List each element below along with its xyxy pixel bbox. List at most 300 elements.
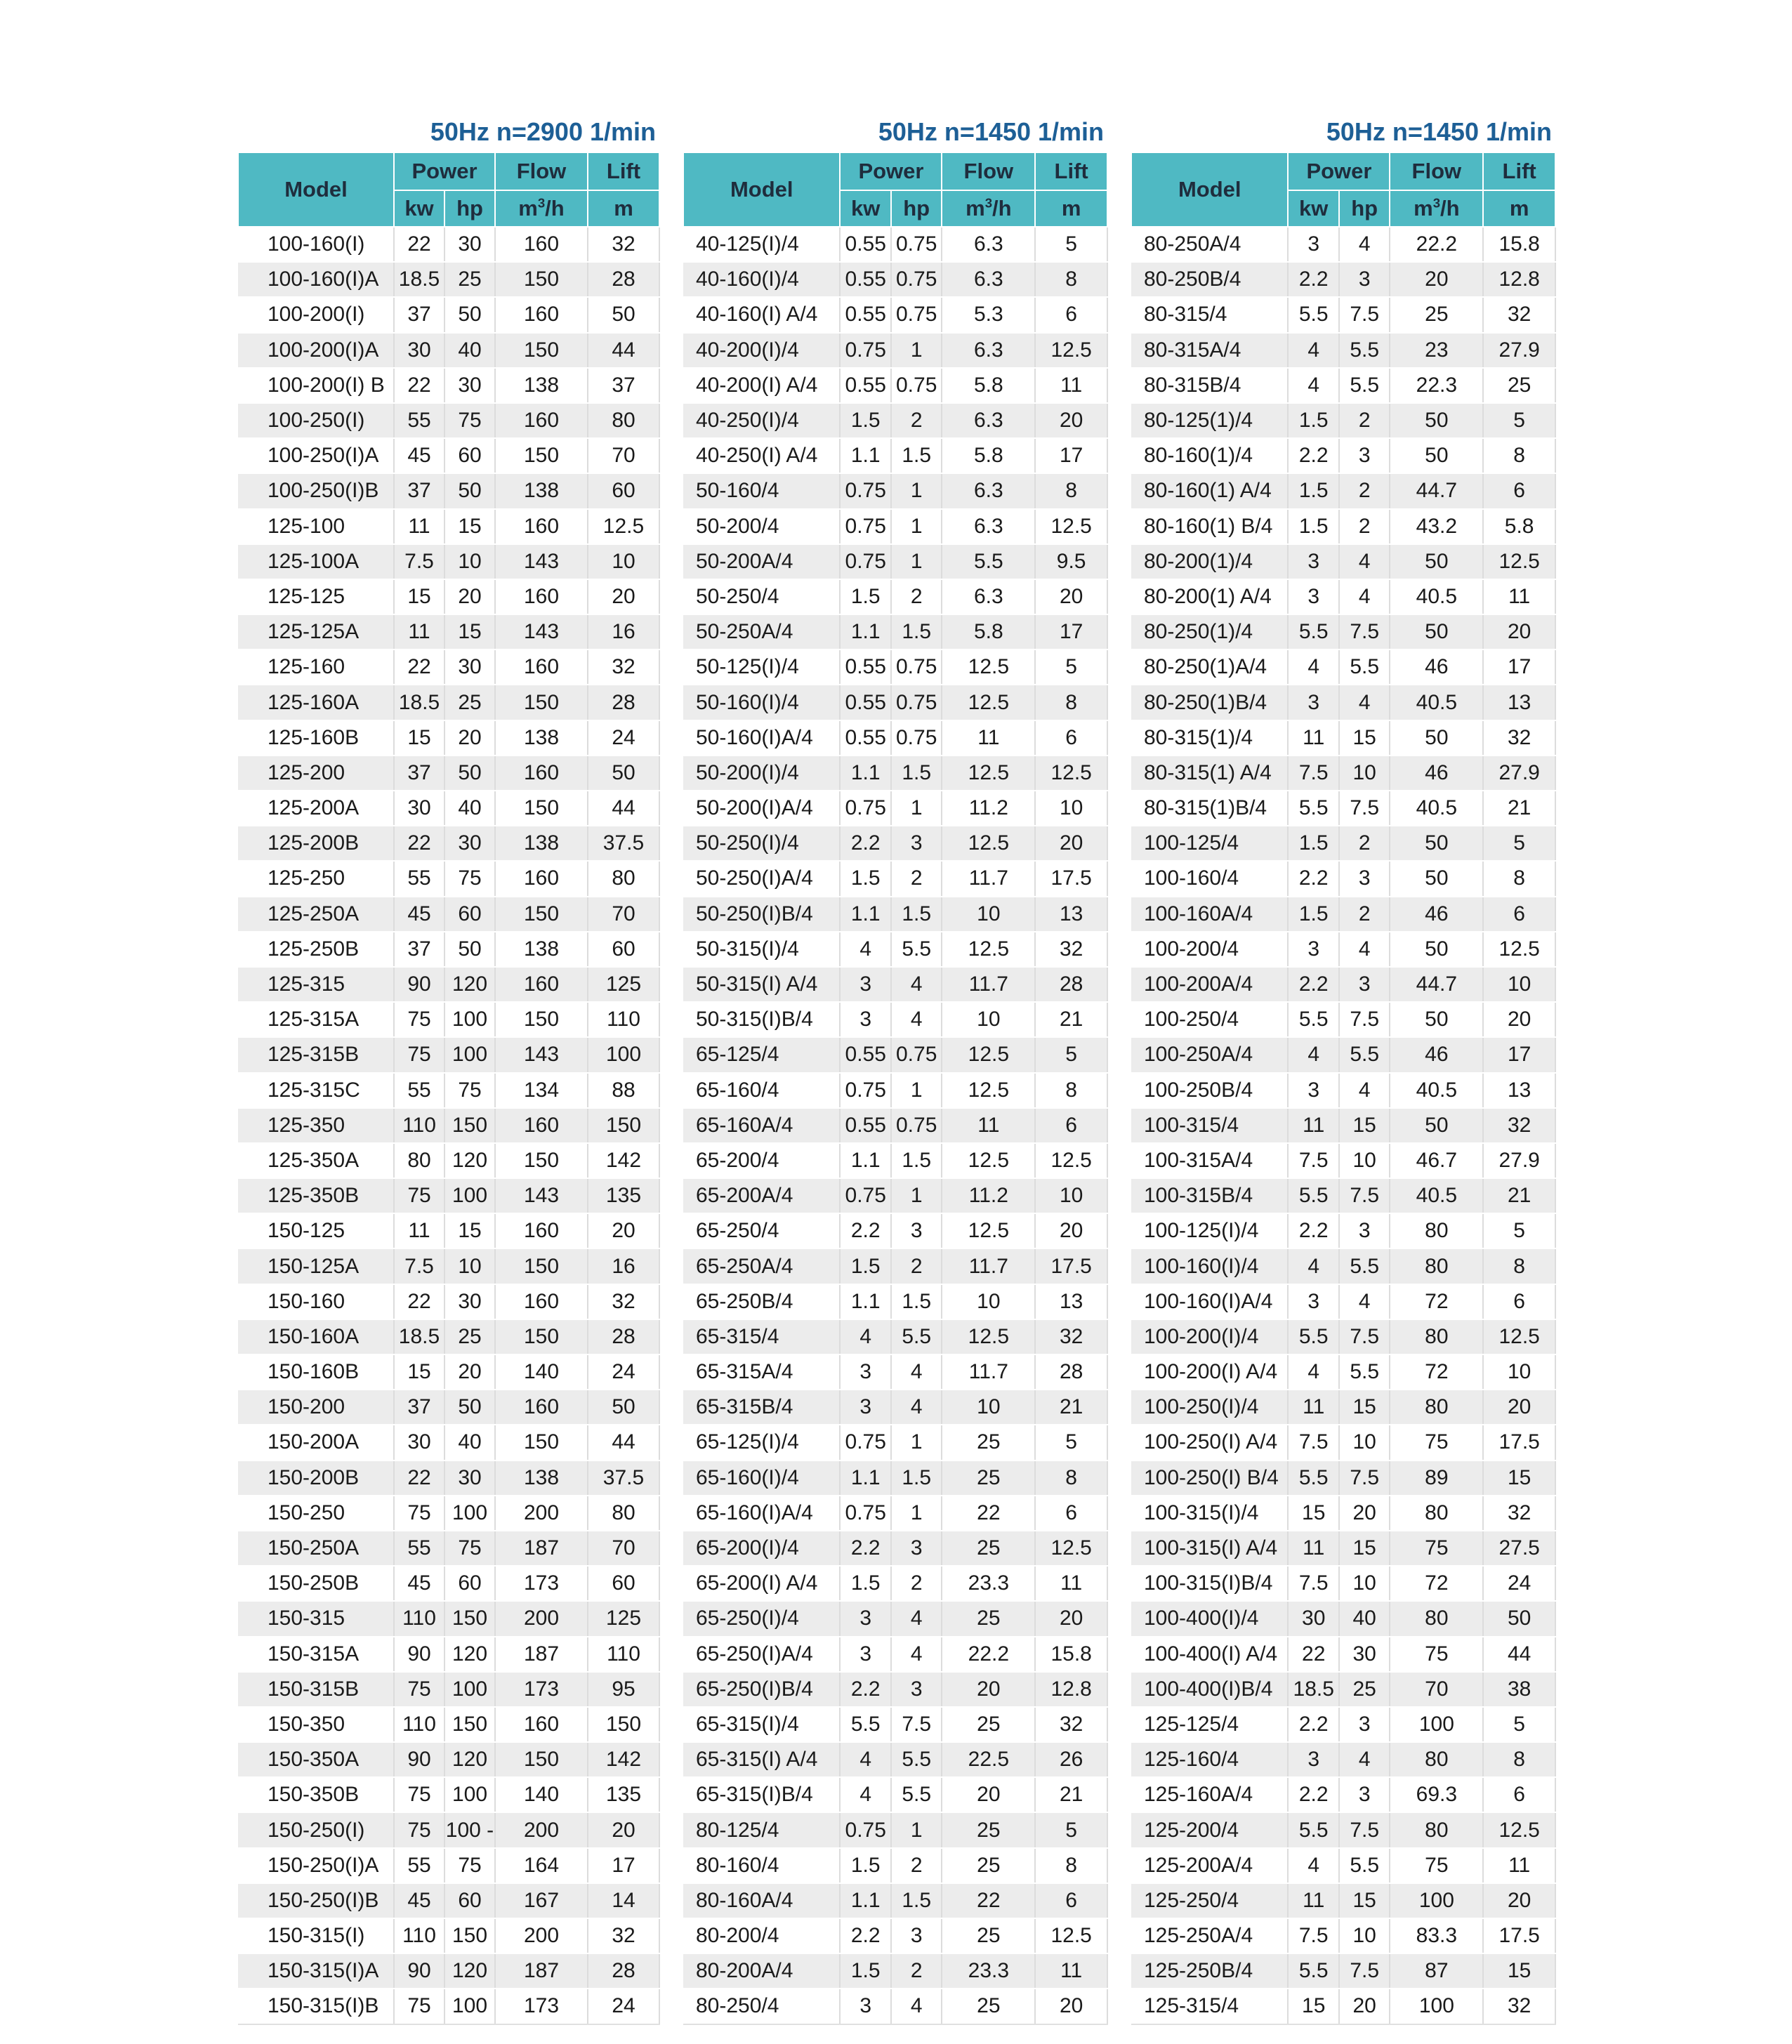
table-row (683, 650, 1107, 685)
table-row (1131, 1883, 1555, 1918)
table-row (238, 1496, 659, 1531)
flow-cell: 160 (495, 861, 588, 896)
kw-cell: 110 (394, 1108, 444, 1143)
model-cell: 150-250 (238, 1496, 394, 1531)
flow-cell: 5.8 (942, 614, 1035, 650)
hp-cell: 15 (444, 509, 495, 544)
hp-cell: 2 (1339, 897, 1390, 932)
lift-cell: 13 (1483, 685, 1555, 720)
kw-cell: 4 (1288, 1037, 1338, 1072)
lift-cell: 8 (1483, 861, 1555, 896)
model-cell: 100-315/4 (1131, 1108, 1288, 1143)
kw-cell: 18.5 (394, 685, 444, 720)
hp-cell: 2 (1339, 509, 1390, 544)
flow-cell: 25 (942, 1601, 1035, 1636)
kw-cell: 3 (840, 1390, 890, 1425)
flow-cell: 25 (1390, 297, 1483, 332)
flow-cell: 20 (942, 1777, 1035, 1812)
table-row (1131, 614, 1555, 650)
hp-cell: 4 (1339, 685, 1390, 720)
model-cell: 80-250(1)A/4 (1131, 650, 1288, 685)
model-cell: 80-160(1) A/4 (1131, 473, 1288, 508)
lift-cell: 11 (1483, 579, 1555, 614)
spec-table (237, 152, 660, 2025)
header-lift: Lift (1483, 152, 1555, 190)
flow-cell: 12.5 (942, 650, 1035, 685)
table-header (1131, 152, 1555, 227)
table-row (238, 1461, 659, 1496)
kw-cell: 75 (394, 1037, 444, 1072)
kw-cell: 3 (840, 1601, 890, 1636)
table-row (238, 473, 659, 508)
model-cell: 65-315/4 (683, 1319, 840, 1354)
flow-cell: 11.7 (942, 1354, 1035, 1390)
flow-cell: 50 (1390, 438, 1483, 473)
lift-cell: 20 (1035, 1601, 1107, 1636)
table-row (1131, 791, 1555, 826)
hp-cell: 0.75 (891, 650, 942, 685)
model-cell: 80-315A/4 (1131, 333, 1288, 368)
lift-cell: 38 (1483, 1672, 1555, 1707)
table-row (1131, 1566, 1555, 1601)
lift-cell: 142 (588, 1742, 659, 1777)
flow-cell: 6.3 (942, 473, 1035, 508)
flow-unit-base: m (1414, 196, 1433, 220)
table-row (683, 1073, 1107, 1108)
model-cell: 150-160 (238, 1284, 394, 1319)
kw-cell: 90 (394, 967, 444, 1002)
table-row (238, 1777, 659, 1812)
flow-cell: 143 (495, 1178, 588, 1213)
kw-cell: 37 (394, 756, 444, 791)
flow-cell: 160 (495, 579, 588, 614)
table-row (238, 1390, 659, 1425)
lift-cell: 135 (588, 1777, 659, 1812)
panel-title: 50Hz n=1450 1/min (1326, 117, 1552, 146)
hp-cell: 1 (891, 1178, 942, 1213)
lift-cell: 11 (1483, 1848, 1555, 1883)
hp-cell: 4 (891, 1989, 942, 2024)
table-row (238, 614, 659, 650)
flow-unit-base: m (518, 196, 538, 220)
table-row (1131, 438, 1555, 473)
flow-cell: 10 (942, 897, 1035, 932)
hp-cell: 50 (444, 1390, 495, 1425)
kw-cell: 22 (394, 826, 444, 861)
table-row (238, 262, 659, 297)
table-row (1131, 650, 1555, 685)
flow-cell: 160 (495, 756, 588, 791)
flow-cell: 40.5 (1390, 1073, 1483, 1108)
lift-cell: 28 (588, 685, 659, 720)
lift-cell: 8 (1035, 262, 1107, 297)
kw-cell: 55 (394, 1531, 444, 1566)
flow-cell: 160 (495, 1707, 588, 1742)
hp-cell: 100 (444, 1777, 495, 1812)
table-row (1131, 826, 1555, 861)
kw-cell: 37 (394, 1390, 444, 1425)
flow-cell: 11.7 (942, 1248, 1035, 1284)
spec-panel (683, 112, 1108, 2025)
table-header (683, 152, 1107, 227)
hp-cell: 2 (891, 1953, 942, 1989)
kw-cell: 7.5 (394, 544, 444, 579)
header-model: Model (1131, 152, 1288, 227)
spec-table (683, 152, 1108, 2025)
flow-cell: 138 (495, 826, 588, 861)
flow-cell: 80 (1390, 1496, 1483, 1531)
flow-cell: 22.2 (1390, 227, 1483, 262)
lift-cell: 5 (1483, 826, 1555, 861)
hp-cell: 100 (444, 1672, 495, 1707)
model-cell: 100-315(I)B/4 (1131, 1566, 1288, 1601)
kw-cell: 90 (394, 1637, 444, 1672)
header-lift-unit: m (1483, 190, 1555, 227)
model-cell: 150-125 (238, 1213, 394, 1248)
table-row (683, 579, 1107, 614)
flow-cell: 160 (495, 1390, 588, 1425)
flow-cell: 187 (495, 1953, 588, 1989)
table-row (238, 1742, 659, 1777)
lift-cell: 50 (588, 756, 659, 791)
model-cell: 50-250A/4 (683, 614, 840, 650)
model-cell: 150-350B (238, 1777, 394, 1812)
hp-cell: 75 (444, 1848, 495, 1883)
kw-cell: 30 (394, 333, 444, 368)
kw-cell: 7.5 (1288, 1566, 1338, 1601)
hp-cell: 1.5 (891, 756, 942, 791)
model-cell: 150-160B (238, 1354, 394, 1390)
kw-cell: 0.55 (840, 685, 890, 720)
lift-cell: 12.8 (1483, 262, 1555, 297)
model-cell: 150-200B (238, 1461, 394, 1496)
hp-cell: 120 (444, 1742, 495, 1777)
model-cell: 65-315(I)/4 (683, 1707, 840, 1742)
table-row (1131, 1002, 1555, 1037)
table-row (1131, 262, 1555, 297)
model-cell: 50-160/4 (683, 473, 840, 508)
table-row (1131, 1707, 1555, 1742)
lift-cell: 32 (1483, 1108, 1555, 1143)
model-cell: 100-250(I)/4 (1131, 1390, 1288, 1425)
flow-cell: 25 (942, 1425, 1035, 1460)
hp-cell: 5.5 (1339, 1037, 1390, 1072)
hp-cell: 100 - (444, 1812, 495, 1847)
table-row (238, 1284, 659, 1319)
model-cell: 125-100A (238, 544, 394, 579)
lift-cell: 125 (588, 1601, 659, 1636)
flow-cell: 50 (1390, 826, 1483, 861)
flow-cell: 160 (495, 967, 588, 1002)
flow-cell: 160 (495, 1284, 588, 1319)
kw-cell: 1.1 (840, 1883, 890, 1918)
flow-cell: 140 (495, 1777, 588, 1812)
flow-cell: 150 (495, 1002, 588, 1037)
hp-cell: 75 (444, 403, 495, 438)
hp-cell: 2 (891, 1248, 942, 1284)
flow-cell: 143 (495, 614, 588, 650)
model-cell: 100-400(I)/4 (1131, 1601, 1288, 1636)
flow-cell: 12.5 (942, 1037, 1035, 1072)
hp-cell: 1.5 (891, 614, 942, 650)
model-cell: 150-200A (238, 1425, 394, 1460)
flow-cell: 40.5 (1390, 685, 1483, 720)
flow-cell: 50 (1390, 544, 1483, 579)
hp-cell: 5.5 (891, 1319, 942, 1354)
lift-cell: 5 (1483, 1213, 1555, 1248)
hp-cell: 100 (444, 1496, 495, 1531)
model-cell: 80-160/4 (683, 1848, 840, 1883)
flow-cell: 46 (1390, 650, 1483, 685)
flow-cell: 12.5 (942, 685, 1035, 720)
hp-cell: 75 (444, 1531, 495, 1566)
table-row (1131, 861, 1555, 896)
hp-cell: 3 (1339, 967, 1390, 1002)
model-cell: 100-160(I)/4 (1131, 1248, 1288, 1284)
table-row (238, 544, 659, 579)
lift-cell: 11 (1035, 368, 1107, 403)
kw-cell: 4 (1288, 368, 1338, 403)
spec-table (1131, 152, 1556, 2025)
model-cell: 80-160(1) B/4 (1131, 509, 1288, 544)
model-cell: 125-200B (238, 826, 394, 861)
hp-cell: 3 (1339, 861, 1390, 896)
kw-cell: 2.2 (1288, 1213, 1338, 1248)
hp-cell: 150 (444, 1918, 495, 1953)
hp-cell: 100 (444, 1178, 495, 1213)
model-cell: 100-250/4 (1131, 1002, 1288, 1037)
table-row (1131, 720, 1555, 756)
hp-cell: 30 (1339, 1637, 1390, 1672)
hp-cell: 0.75 (891, 1108, 942, 1143)
kw-cell: 0.55 (840, 262, 890, 297)
lift-cell: 21 (1483, 1178, 1555, 1213)
hp-cell: 5.5 (1339, 1354, 1390, 1390)
model-cell: 125-200 (238, 756, 394, 791)
hp-cell: 1.5 (891, 438, 942, 473)
lift-cell: 6 (1035, 297, 1107, 332)
model-cell: 125-100 (238, 509, 394, 544)
kw-cell: 1.1 (840, 438, 890, 473)
flow-cell: 40.5 (1390, 1178, 1483, 1213)
model-cell: 125-350A (238, 1143, 394, 1178)
kw-cell: 5.5 (1288, 614, 1338, 650)
table-row (238, 861, 659, 896)
model-cell: 100-400(I)B/4 (1131, 1672, 1288, 1707)
kw-cell: 1.5 (1288, 403, 1338, 438)
kw-cell: 1.1 (840, 1461, 890, 1496)
lift-cell: 20 (1035, 403, 1107, 438)
flow-cell: 23.3 (942, 1953, 1035, 1989)
hp-cell: 0.75 (891, 227, 942, 262)
flow-cell: 43.2 (1390, 509, 1483, 544)
lift-cell: 8 (1035, 1073, 1107, 1108)
table-row (1131, 1812, 1555, 1847)
table-row (1131, 333, 1555, 368)
flow-cell: 160 (495, 403, 588, 438)
flow-cell: 46 (1390, 756, 1483, 791)
kw-cell: 1.1 (840, 1143, 890, 1178)
model-cell: 100-200A/4 (1131, 967, 1288, 1002)
table-row (1131, 1037, 1555, 1072)
flow-cell: 25 (942, 1848, 1035, 1883)
header-hp: hp (444, 190, 495, 227)
model-cell: 125-315 (238, 967, 394, 1002)
model-cell: 65-160/4 (683, 1073, 840, 1108)
kw-cell: 7.5 (1288, 1918, 1338, 1953)
model-cell: 65-160(I)A/4 (683, 1496, 840, 1531)
flow-cell: 75 (1390, 1637, 1483, 1672)
hp-cell: 1.5 (891, 1143, 942, 1178)
table-row (1131, 1390, 1555, 1425)
table-row (238, 1637, 659, 1672)
table-row (1131, 897, 1555, 932)
kw-cell: 1.5 (1288, 473, 1338, 508)
table-row (238, 227, 659, 262)
model-cell: 80-250/4 (683, 1989, 840, 2024)
kw-cell: 2.2 (1288, 1777, 1338, 1812)
table-row (238, 1319, 659, 1354)
flow-cell: 150 (495, 438, 588, 473)
kw-cell: 1.1 (840, 897, 890, 932)
model-cell: 65-200(I) A/4 (683, 1566, 840, 1601)
lift-cell: 60 (588, 473, 659, 508)
flow-cell: 164 (495, 1848, 588, 1883)
table-row (683, 1777, 1107, 1812)
hp-cell: 4 (1339, 1073, 1390, 1108)
lift-cell: 15.8 (1483, 227, 1555, 262)
kw-cell: 4 (1288, 1248, 1338, 1284)
kw-cell: 0.75 (840, 509, 890, 544)
hp-cell: 7.5 (1339, 1319, 1390, 1354)
table-row (1131, 1672, 1555, 1707)
lift-cell: 100 (588, 1037, 659, 1072)
table-row (683, 1566, 1107, 1601)
kw-cell: 4 (1288, 333, 1338, 368)
flow-cell: 25 (942, 1531, 1035, 1566)
table-row (1131, 1178, 1555, 1213)
hp-cell: 4 (891, 1354, 942, 1390)
model-cell: 65-315A/4 (683, 1354, 840, 1390)
hp-cell: 10 (1339, 1425, 1390, 1460)
header-kw: kw (840, 190, 890, 227)
hp-cell: 60 (444, 897, 495, 932)
kw-cell: 5.5 (1288, 791, 1338, 826)
table-row (1131, 1213, 1555, 1248)
table-row (1131, 1143, 1555, 1178)
table-row (238, 1213, 659, 1248)
lift-cell: 44 (588, 791, 659, 826)
lift-cell: 13 (1483, 1073, 1555, 1108)
kw-cell: 1.1 (840, 756, 890, 791)
model-cell: 40-250(I)/4 (683, 403, 840, 438)
flow-cell: 83.3 (1390, 1918, 1483, 1953)
table-row (1131, 1531, 1555, 1566)
lift-cell: 17.5 (1483, 1918, 1555, 1953)
kw-cell: 75 (394, 1812, 444, 1847)
lift-cell: 14 (588, 1883, 659, 1918)
table-row (683, 1284, 1107, 1319)
lift-cell: 16 (588, 1248, 659, 1284)
model-cell: 150-160A (238, 1319, 394, 1354)
table-row (1131, 967, 1555, 1002)
table-row (683, 1531, 1107, 1566)
flow-cell: 150 (495, 1425, 588, 1460)
model-cell: 125-160A/4 (1131, 1777, 1288, 1812)
kw-cell: 55 (394, 1848, 444, 1883)
flow-cell: 80 (1390, 1390, 1483, 1425)
table-row (238, 1143, 659, 1178)
flow-cell: 11 (942, 1108, 1035, 1143)
table-row (683, 1672, 1107, 1707)
hp-cell: 150 (444, 1108, 495, 1143)
table-row (238, 438, 659, 473)
lift-cell: 135 (588, 1178, 659, 1213)
hp-cell: 15 (1339, 1531, 1390, 1566)
lift-cell: 20 (1035, 826, 1107, 861)
hp-cell: 1.5 (891, 897, 942, 932)
kw-cell: 0.55 (840, 1108, 890, 1143)
flow-cell: 50 (1390, 932, 1483, 967)
hp-cell: 7.5 (1339, 1461, 1390, 1496)
flow-cell: 44.7 (1390, 967, 1483, 1002)
model-cell: 100-160A/4 (1131, 897, 1288, 932)
kw-cell: 1.5 (1288, 897, 1338, 932)
hp-cell: 4 (1339, 579, 1390, 614)
hp-cell: 2 (891, 861, 942, 896)
table-row (1131, 1461, 1555, 1496)
lift-cell: 6 (1035, 1108, 1107, 1143)
hp-cell: 1 (891, 1496, 942, 1531)
lift-cell: 17 (588, 1848, 659, 1883)
model-cell: 65-250(I)B/4 (683, 1672, 840, 1707)
hp-cell: 40 (444, 791, 495, 826)
flow-cell: 100 (1390, 1989, 1483, 2024)
flow-cell: 187 (495, 1531, 588, 1566)
flow-cell: 50 (1390, 720, 1483, 756)
table-row (1131, 1248, 1555, 1284)
lift-cell: 17.5 (1035, 1248, 1107, 1284)
model-cell: 150-250(I) (238, 1812, 394, 1847)
flow-cell: 80 (1390, 1213, 1483, 1248)
kw-cell: 11 (394, 509, 444, 544)
flow-unit-tail: /h (1440, 196, 1460, 220)
hp-cell: 2 (1339, 473, 1390, 508)
header-lift-unit: m (1035, 190, 1107, 227)
model-cell: 80-315(1)/4 (1131, 720, 1288, 756)
kw-cell: 80 (394, 1143, 444, 1178)
model-cell: 125-315/4 (1131, 1989, 1288, 2024)
table-row (683, 756, 1107, 791)
lift-cell: 15 (1483, 1953, 1555, 1989)
hp-cell: 3 (891, 826, 942, 861)
model-cell: 80-250(1)/4 (1131, 614, 1288, 650)
model-cell: 40-200(I) A/4 (683, 368, 840, 403)
table-row (238, 826, 659, 861)
flow-cell: 25 (942, 1461, 1035, 1496)
table-row (1131, 403, 1555, 438)
model-cell: 100-250B/4 (1131, 1073, 1288, 1108)
flow-cell: 50 (1390, 861, 1483, 896)
flow-cell: 150 (495, 1742, 588, 1777)
model-cell: 50-250/4 (683, 579, 840, 614)
model-cell: 100-250(I)A (238, 438, 394, 473)
kw-cell: 1.5 (840, 861, 890, 896)
flow-cell: 173 (495, 1566, 588, 1601)
model-cell: 150-315(I)B (238, 1989, 394, 2024)
flow-unit-sup: 3 (537, 195, 546, 211)
lift-cell: 5 (1035, 227, 1107, 262)
